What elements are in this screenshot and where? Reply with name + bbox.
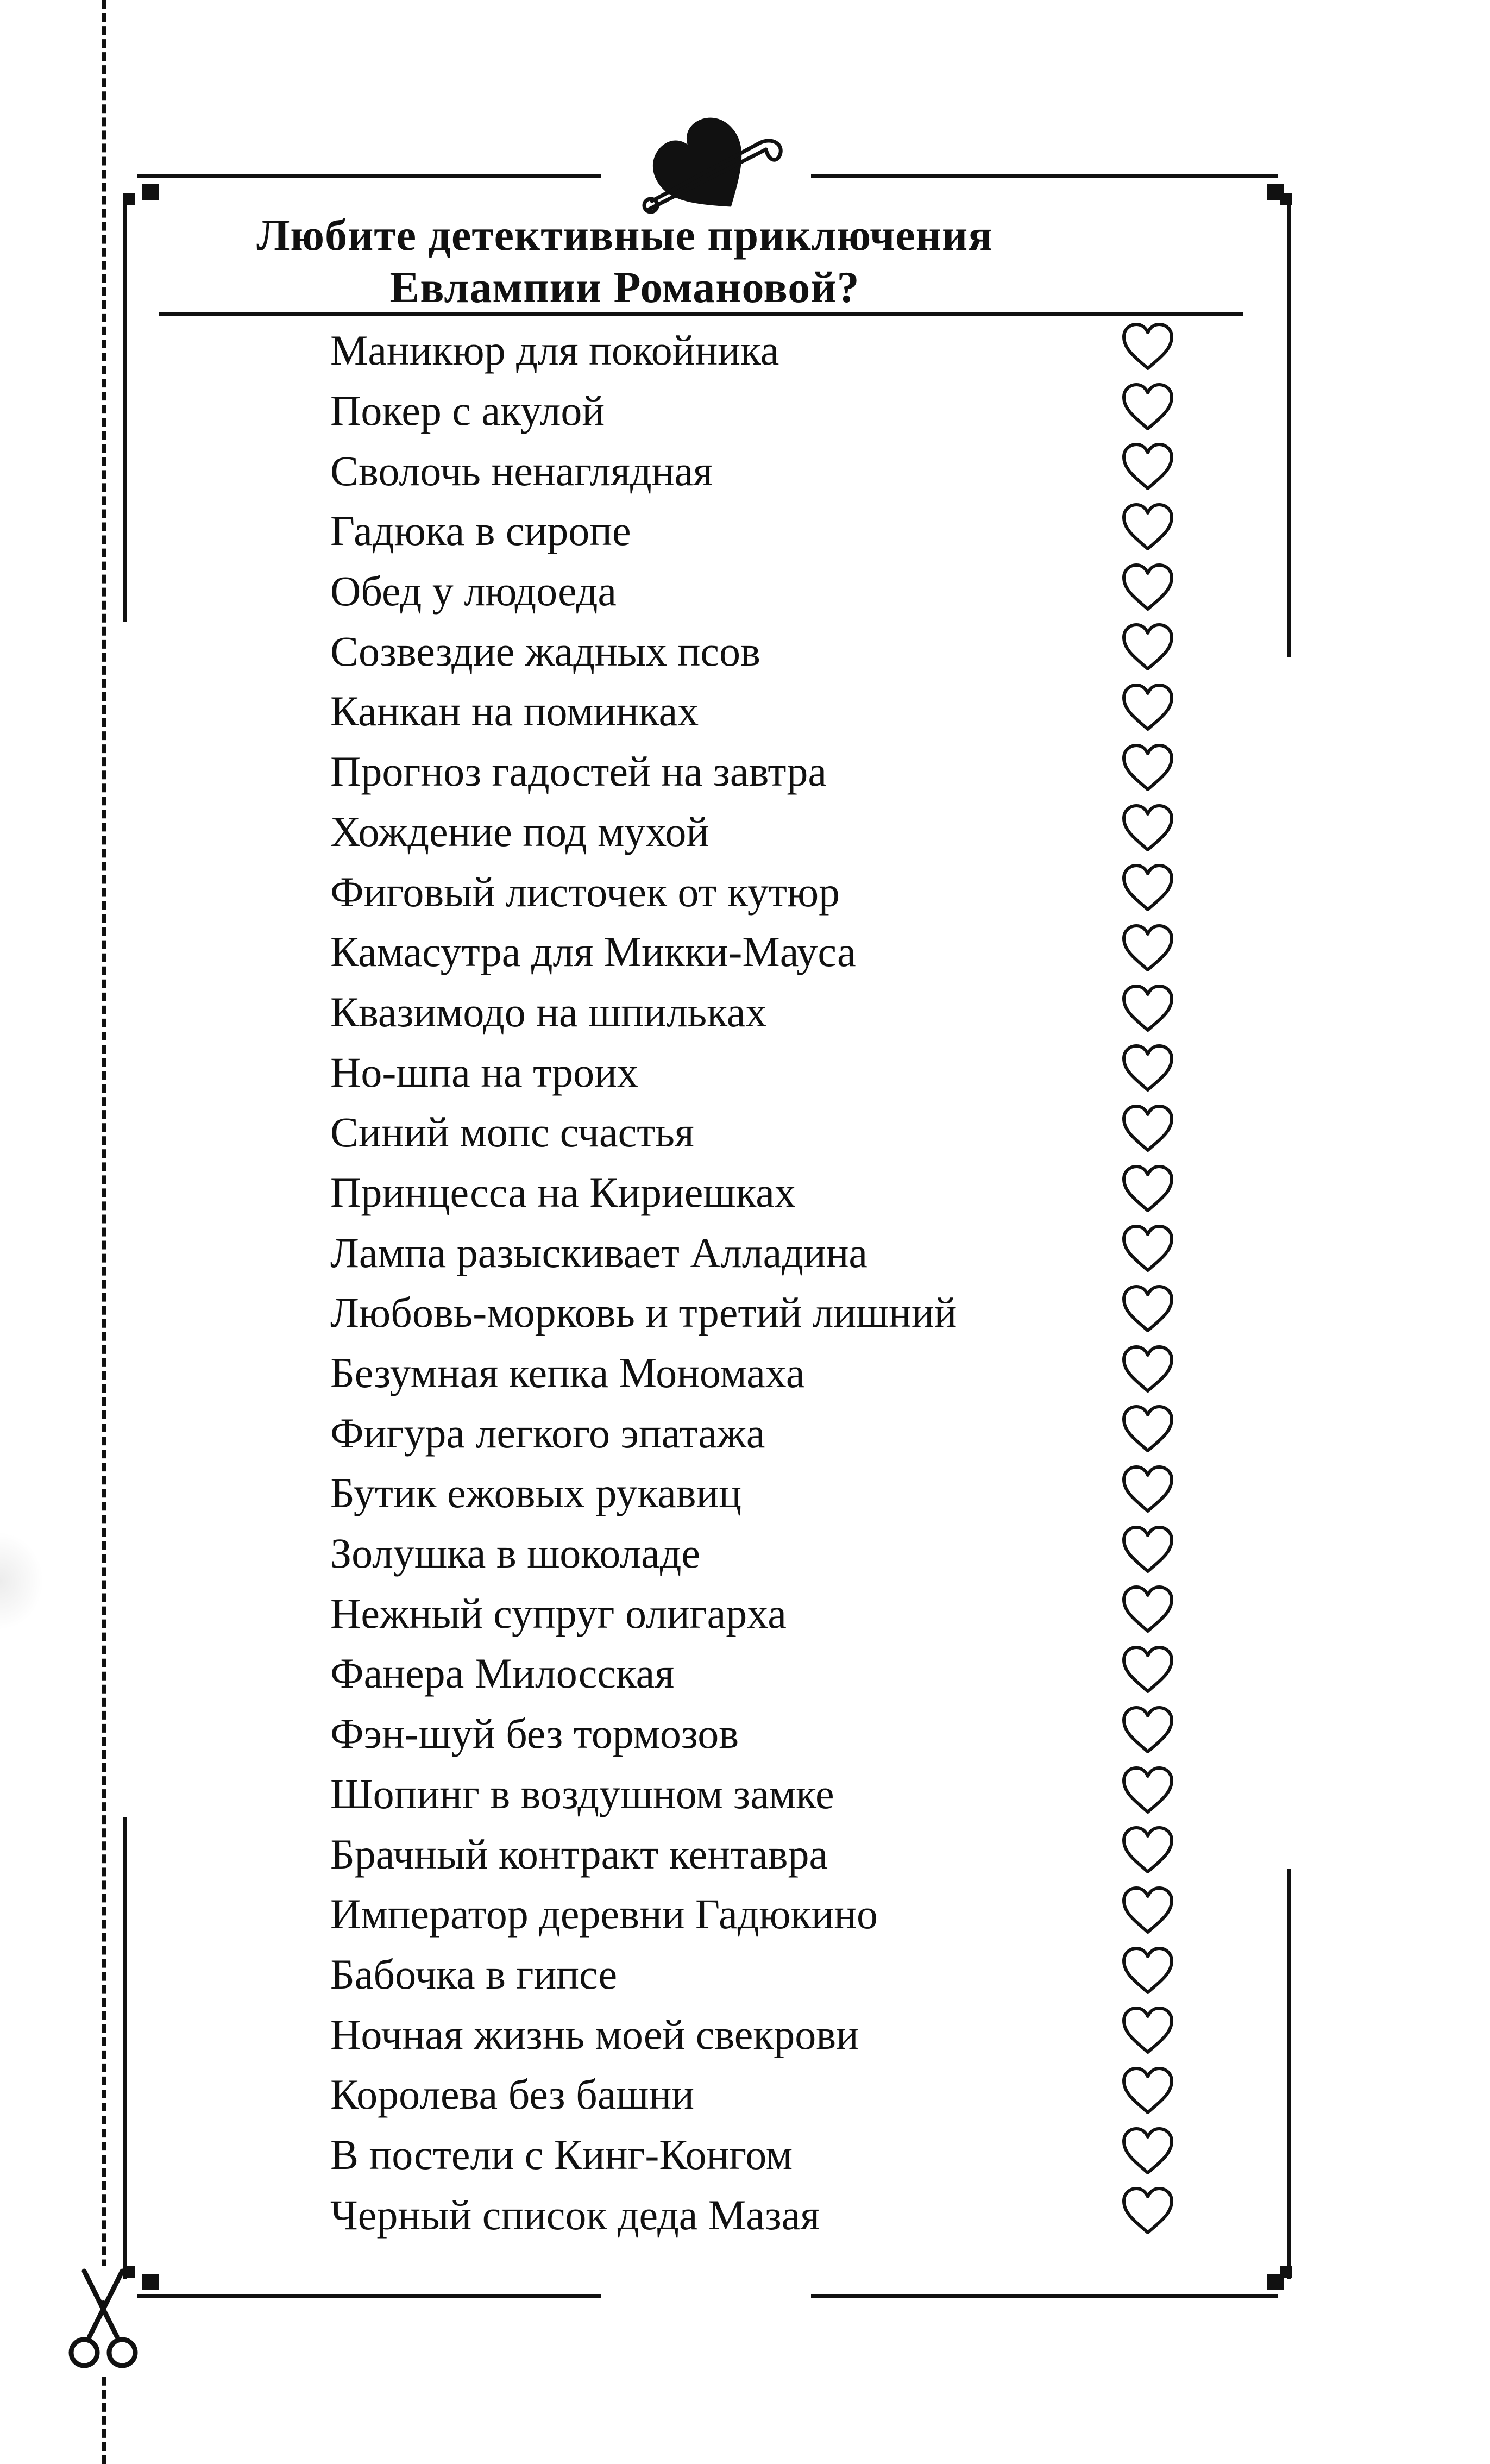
book-title: Черный список деда Мазая: [330, 2191, 820, 2239]
frame-left-lower: [123, 1817, 127, 2279]
frame-bottom-left: [137, 2294, 601, 2298]
frame-right-upper: [1287, 193, 1291, 657]
book-title: Прогноз гадостей на завтра: [330, 748, 827, 795]
heart-outline-icon[interactable]: [1121, 382, 1175, 432]
list-item: [330, 2125, 1199, 2185]
list-item: [330, 2185, 1199, 2245]
heart-outline-icon[interactable]: [1121, 1765, 1175, 1815]
list-item: [330, 2065, 1199, 2125]
list-item: [330, 1343, 1199, 1403]
heart-outline-icon[interactable]: [1121, 1946, 1175, 1996]
heart-outline-icon[interactable]: [1121, 1885, 1175, 1935]
heart-outline-icon[interactable]: [1121, 1645, 1175, 1695]
book-title: Фэн-шуй без тормозов: [330, 1710, 739, 1758]
list-item: [330, 1884, 1199, 1945]
heart-outline-icon[interactable]: [1121, 1464, 1175, 1514]
list-item: [330, 321, 1199, 381]
list-item: [330, 922, 1199, 982]
book-title: Лампа разыскивает Алладина: [330, 1228, 868, 1276]
list-item: [330, 1583, 1199, 1644]
heart-with-safety-pin-icon: [636, 106, 799, 225]
heart-outline-icon[interactable]: [1121, 1104, 1175, 1153]
list-item: [330, 2004, 1199, 2065]
book-title: Бабочка в гипсе: [330, 1950, 618, 1998]
corner-bottom-left-outer: [123, 2266, 135, 2278]
list-item: [330, 1945, 1199, 2005]
list-item: [330, 1463, 1199, 1523]
title-divider: [159, 312, 1243, 316]
heart-outline-icon[interactable]: [1121, 1344, 1175, 1394]
list-item: [330, 1523, 1199, 1584]
list-item: [330, 1042, 1199, 1102]
title-line-2: Евлампии Романовой?: [389, 262, 860, 312]
heart-outline-icon[interactable]: [1121, 1584, 1175, 1634]
paper-shadow: [0, 1532, 43, 1630]
list-item: [330, 1403, 1199, 1463]
book-title: Брачный контракт кентавра: [330, 1830, 828, 1878]
book-title: Фанера Милосская: [330, 1650, 675, 1697]
heart-outline-icon[interactable]: [1121, 1404, 1175, 1454]
book-title: Хождение под мухой: [330, 807, 709, 855]
book-title: Император деревни Гадюкино: [330, 1890, 878, 1938]
heart-outline-icon[interactable]: [1121, 502, 1175, 552]
frame-top-right: [811, 174, 1278, 178]
book-title: Принцесса на Кириешках: [330, 1168, 796, 1216]
list-item: [330, 621, 1199, 681]
scissors-icon: [65, 2266, 141, 2374]
corner-top-left: [142, 184, 159, 200]
heart-outline-icon[interactable]: [1121, 863, 1175, 913]
book-title: Золушка в шоколаде: [330, 1529, 701, 1577]
heart-outline-icon[interactable]: [1121, 2126, 1175, 2176]
book-title: Квазимодо на шпильках: [330, 988, 767, 1036]
list-item: [330, 1102, 1199, 1163]
heart-outline-icon[interactable]: [1121, 743, 1175, 793]
heart-outline-icon[interactable]: [1121, 1705, 1175, 1755]
list-item: [330, 802, 1199, 862]
list-item: [330, 441, 1199, 501]
book-list: [330, 321, 1199, 2245]
heart-outline-icon[interactable]: [1121, 1224, 1175, 1274]
book-title: Гадюка в сиропе: [330, 507, 631, 555]
heart-outline-icon[interactable]: [1121, 1825, 1175, 1875]
book-title: Канкан на поминках: [330, 687, 699, 735]
heart-outline-icon[interactable]: [1121, 442, 1175, 492]
book-title: Обед у людоеда: [330, 567, 617, 615]
book-title: Фигура легкого эпатажа: [330, 1409, 765, 1457]
book-title: Синий мопс счастья: [330, 1108, 694, 1156]
book-title: Любовь-морковь и третий лишний: [330, 1289, 957, 1337]
list-item: [330, 1824, 1199, 1884]
book-title: Нежный супруг олигарха: [330, 1589, 787, 1637]
corner-top-right-outer: [1280, 193, 1292, 205]
book-title: Бутик ежовых рукавиц: [330, 1469, 741, 1517]
corner-bottom-left: [142, 2274, 159, 2290]
list-item: [330, 561, 1199, 622]
book-title: Королева без башни: [330, 2071, 694, 2118]
list-item: [330, 1704, 1199, 1764]
book-title: Покер с акулой: [330, 387, 605, 435]
list-item: [330, 381, 1199, 441]
book-title: Но-шпа на троих: [330, 1048, 638, 1096]
list-item: [330, 1764, 1199, 1825]
heart-outline-icon[interactable]: [1121, 923, 1175, 973]
frame-bottom-right: [811, 2294, 1278, 2298]
frame-right-lower: [1287, 1869, 1291, 2279]
heart-outline-icon[interactable]: [1121, 1525, 1175, 1575]
list-item: [330, 862, 1199, 922]
book-title: Фиговый листочек от кутюр: [330, 868, 840, 916]
frame-top-left: [137, 174, 601, 178]
heart-outline-icon[interactable]: [1121, 803, 1175, 853]
cut-line: [102, 0, 106, 2464]
heart-outline-icon[interactable]: [1121, 983, 1175, 1033]
heart-outline-icon[interactable]: [1121, 622, 1175, 672]
corner-bottom-right-outer: [1280, 2266, 1292, 2278]
book-title: Сволочь ненаглядная: [330, 447, 713, 494]
frame-left-upper: [123, 193, 127, 622]
list-item: [330, 501, 1199, 561]
book-title: Шопинг в воздушном замке: [330, 1770, 834, 1817]
list-item: [330, 982, 1199, 1043]
heart-outline-icon[interactable]: [1121, 562, 1175, 612]
corner-top-left-outer: [123, 193, 135, 205]
list-item: [330, 742, 1199, 802]
list-item: [330, 1222, 1199, 1283]
page-title: [158, 209, 1092, 314]
title-line-1: Любите детективные приключения: [256, 210, 993, 260]
book-title: Маникюр для покойника: [330, 327, 779, 374]
list-item: [330, 1283, 1199, 1343]
heart-outline-icon[interactable]: [1121, 2005, 1175, 2055]
heart-outline-icon[interactable]: [1121, 2066, 1175, 2116]
heart-outline-icon[interactable]: [1121, 1284, 1175, 1334]
heart-outline-icon[interactable]: [1121, 1164, 1175, 1214]
heart-outline-icon[interactable]: [1121, 322, 1175, 372]
heart-outline-icon[interactable]: [1121, 682, 1175, 732]
list-item: [330, 681, 1199, 742]
book-title: Созвездие жадных псов: [330, 627, 760, 675]
heart-outline-icon[interactable]: [1121, 2186, 1175, 2236]
list-item: [330, 1163, 1199, 1223]
book-title: В постели с Кинг-Конгом: [330, 2130, 793, 2178]
list-item: [330, 1644, 1199, 1704]
book-title: Безумная кепка Мономаха: [330, 1349, 805, 1397]
book-title: Ночная жизнь моей свекрови: [330, 2010, 859, 2058]
book-title: Камасутра для Микки-Мауса: [330, 928, 856, 976]
heart-outline-icon[interactable]: [1121, 1043, 1175, 1093]
